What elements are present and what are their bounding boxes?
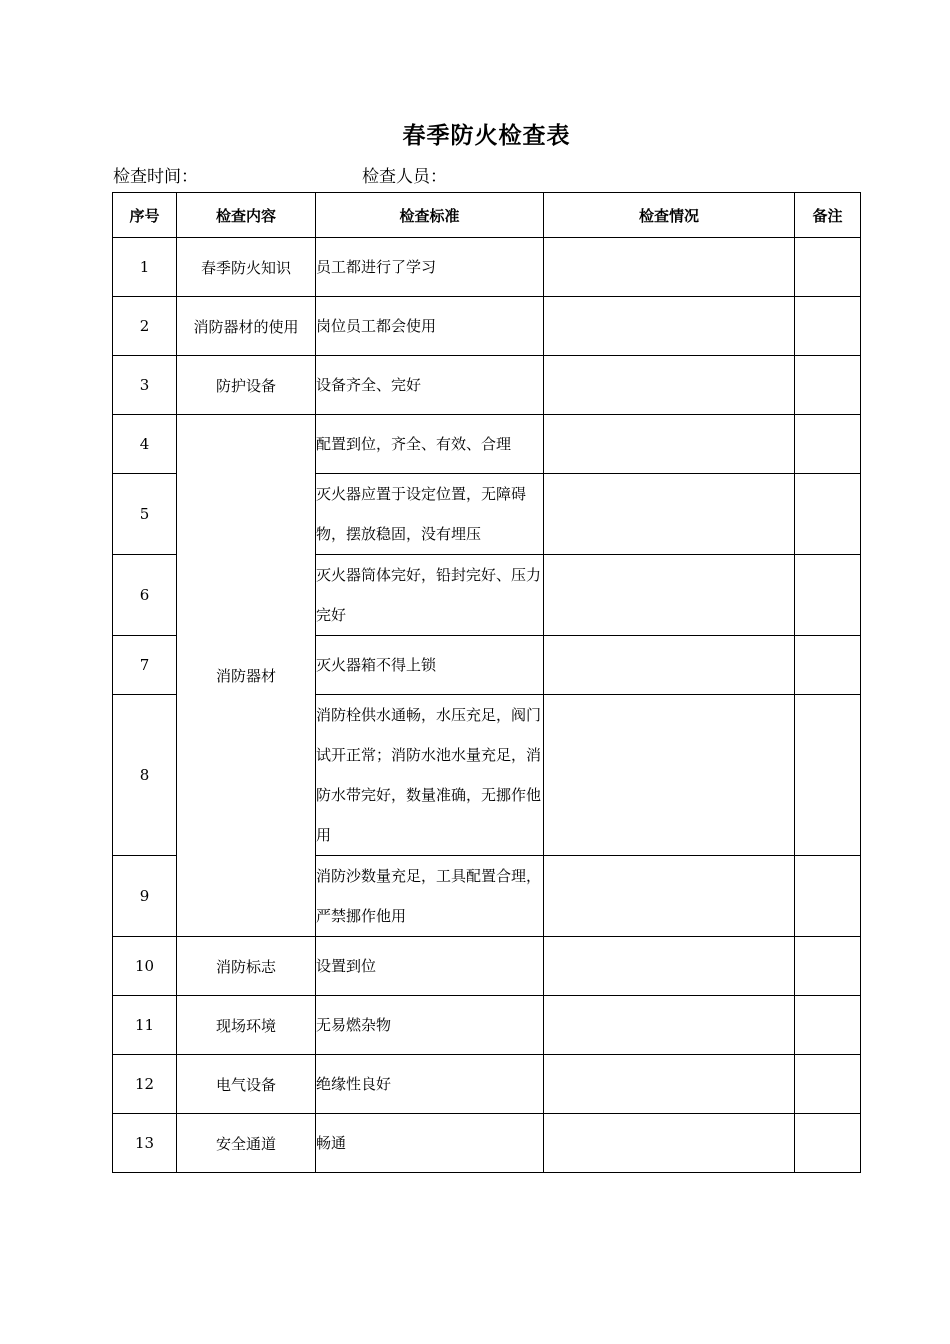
row-remark-cell[interactable] <box>795 297 861 356</box>
table-row <box>113 996 861 1055</box>
table-row <box>113 238 861 297</box>
row-remark-cell[interactable] <box>795 1055 861 1114</box>
row-number: 6 <box>113 555 177 636</box>
row-standard: 灭火器应置于设定位置，无障碍物，摆放稳固，没有埋压 <box>316 474 544 555</box>
row-standard: 员工都进行了学习 <box>316 238 544 297</box>
row-content: 安全通道 <box>177 1114 316 1173</box>
row-remark-cell[interactable] <box>795 856 861 937</box>
table-row <box>113 937 861 996</box>
row-status-cell[interactable] <box>544 555 795 636</box>
row-status-cell[interactable] <box>544 937 795 996</box>
table-row <box>113 297 861 356</box>
row-remark-cell[interactable] <box>795 1114 861 1173</box>
row-status-cell[interactable] <box>544 996 795 1055</box>
row-standard: 消防沙数量充足，工具配置合理，严禁挪作他用 <box>316 856 544 937</box>
row-number: 5 <box>113 474 177 555</box>
row-remark-cell[interactable] <box>795 695 861 856</box>
row-number: 3 <box>113 356 177 415</box>
row-number: 7 <box>113 636 177 695</box>
row-number: 13 <box>113 1114 177 1173</box>
row-standard: 灭火器筒体完好，铅封完好、压力完好 <box>316 555 544 636</box>
header-status: 检查情况 <box>544 193 795 238</box>
row-content: 电气设备 <box>177 1055 316 1114</box>
row-standard: 设备齐全、完好 <box>316 356 544 415</box>
row-status-cell[interactable] <box>544 1055 795 1114</box>
row-number: 4 <box>113 415 177 474</box>
row-remark-cell[interactable] <box>795 937 861 996</box>
inspection-table <box>112 192 861 1173</box>
header-remark: 备注 <box>795 193 861 238</box>
row-status-cell[interactable] <box>544 856 795 937</box>
inspection-time-label: 检查时间： <box>113 167 198 187</box>
row-remark-cell[interactable] <box>795 555 861 636</box>
row-standard: 岗位员工都会使用 <box>316 297 544 356</box>
table-row <box>113 1055 861 1114</box>
row-remark-cell[interactable] <box>795 996 861 1055</box>
row-status-cell[interactable] <box>544 695 795 856</box>
row-standard: 灭火器箱不得上锁 <box>316 636 544 695</box>
header-standard: 检查标准 <box>316 193 544 238</box>
row-content: 消防器材的使用 <box>177 297 316 356</box>
table-row <box>113 415 861 474</box>
row-status-cell[interactable] <box>544 415 795 474</box>
row-status-cell[interactable] <box>544 636 795 695</box>
row-remark-cell[interactable] <box>795 415 861 474</box>
row-status-cell[interactable] <box>544 356 795 415</box>
inspector-label: 检查人员： <box>362 167 447 187</box>
row-remark-cell[interactable] <box>795 474 861 555</box>
row-standard: 消防栓供水通畅，水压充足，阀门试开正常；消防水池水量充足，消防水带完好，数量准确，无挪作他用 <box>316 695 544 856</box>
row-number: 11 <box>113 996 177 1055</box>
row-standard: 配置到位，齐全、有效、合理 <box>316 415 544 474</box>
row-remark-cell[interactable] <box>795 238 861 297</box>
row-number: 2 <box>113 297 177 356</box>
page-title: 春季防火检查表 <box>402 122 571 149</box>
row-content: 现场环境 <box>177 996 316 1055</box>
table-header-row <box>113 193 861 238</box>
row-number: 9 <box>113 856 177 937</box>
row-number: 1 <box>113 238 177 297</box>
row-number: 12 <box>113 1055 177 1114</box>
row-standard: 畅通 <box>316 1114 544 1173</box>
row-number: 10 <box>113 937 177 996</box>
header-no: 序号 <box>113 193 177 238</box>
row-content: 消防标志 <box>177 937 316 996</box>
row-remark-cell[interactable] <box>795 356 861 415</box>
row-standard: 绝缘性良好 <box>316 1055 544 1114</box>
row-status-cell[interactable] <box>544 238 795 297</box>
table-row <box>113 356 861 415</box>
row-content: 防护设备 <box>177 356 316 415</box>
row-standard: 无易燃杂物 <box>316 996 544 1055</box>
row-content: 春季防火知识 <box>177 238 316 297</box>
table-row <box>113 1114 861 1173</box>
row-number: 8 <box>113 695 177 856</box>
row-status-cell[interactable] <box>544 1114 795 1173</box>
row-status-cell[interactable] <box>544 474 795 555</box>
row-remark-cell[interactable] <box>795 636 861 695</box>
row-status-cell[interactable] <box>544 297 795 356</box>
row-content-merged: 消防器材 <box>177 415 316 937</box>
header-content: 检查内容 <box>177 193 316 238</box>
row-standard: 设置到位 <box>316 937 544 996</box>
